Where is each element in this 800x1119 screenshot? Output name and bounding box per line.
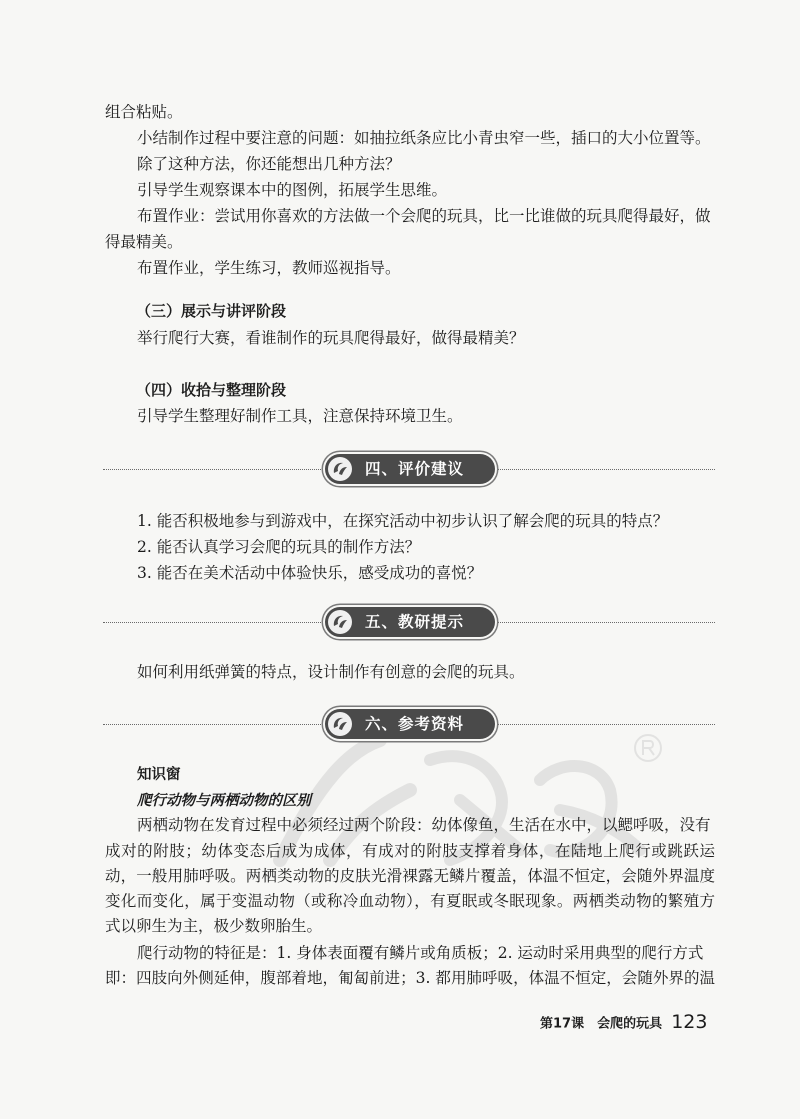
- section-icon: [328, 457, 352, 481]
- evaluation-item: 2. 能否认真学习会爬的玩具的制作方法？: [137, 538, 421, 556]
- evaluation-item: 3. 能否在美术活动中体验快乐，感受成功的喜悦？: [137, 564, 483, 582]
- evaluation-item: 1. 能否积极地参与到游戏中，在探究活动中初步认识了解会爬的玩具的特点？: [137, 512, 669, 530]
- section-icon: [328, 712, 352, 736]
- section-title: 四、评价建议: [365, 460, 465, 478]
- reference-paragraph-line: 式以卵生为主，极少数卵胎生。: [105, 917, 323, 935]
- reference-paragraph-line: 变化而变化，属于变温动物（或称冷血动物），有夏眠或冬眠现象。两栖类动物的繁殖方: [105, 892, 715, 910]
- paragraph: 引导学生观察课本中的图例，拓展学生思维。: [137, 181, 448, 199]
- reference-paragraph-line: 成对的附肢；幼体变态后成为成体，有成对的附肢支撑着身体，在陆地上爬行或跳跃运: [105, 842, 715, 860]
- paragraph: 布置作业，学生练习，教师巡视指导。: [137, 259, 401, 277]
- reference-paragraph-line: 即：四肢向外侧延伸，腹部着地，匍匐前进；3. 都用肺呼吸，体温不恒定，会随外界的温: [105, 969, 715, 987]
- reference-paragraph-line: 两栖动物在发育过程中必须经过两个阶段：幼体像鱼，生活在水中，以鳃呼吸，没有: [137, 816, 711, 834]
- section-banner-teaching-tips: [103, 607, 715, 637]
- section-title-pill: [325, 607, 495, 637]
- section-title: 五、教研提示: [365, 613, 465, 631]
- section-title-pill: [325, 709, 495, 739]
- stage4-heading: （四）收拾与整理阶段: [136, 381, 287, 399]
- section-title-pill: [325, 454, 495, 484]
- teaching-tip-text: 如何利用纸弹簧的特点，设计制作有创意的会爬的玩具。: [137, 663, 525, 681]
- reference-paragraph-line: 爬行动物的特征是：1. 身体表面覆有鳞片或角质板；2. 运动时采用典型的爬行方式: [137, 944, 704, 962]
- section-title: 六、参考资料: [365, 715, 465, 733]
- stage3-heading: （三）展示与讲评阶段: [136, 302, 287, 320]
- knowledge-window-label: 知识窗: [137, 767, 181, 783]
- reference-paragraph-line: 动，一般用肺呼吸。两栖类动物的皮肤光滑裸露无鳞片覆盖，体温不恒定，会随外界温度: [105, 867, 715, 885]
- paragraph: 布置作业：尝试用你喜欢的方法做一个会爬的玩具，比一比谁做的玩具爬得最好，做: [137, 207, 711, 225]
- paragraph: 除了这种方法，你还能想出几种方法？: [137, 155, 401, 173]
- reference-subtitle: 爬行动物与两栖动物的区别: [137, 793, 311, 809]
- page-number: 123: [671, 1011, 708, 1033]
- stage4-text: 引导学生整理好制作工具，注意保持环境卫生。: [137, 407, 463, 425]
- section-icon: [328, 610, 352, 634]
- section-banner-references: [103, 709, 715, 739]
- stage3-text: 举行爬行大赛，看谁制作的玩具爬得最好，做得最精美？: [137, 329, 525, 347]
- page-footer: [540, 1011, 707, 1033]
- paragraph: 小结制作过程中要注意的问题：如抽拉纸条应比小青虫窄一些，插口的大小位置等。: [137, 129, 711, 147]
- paragraph: 得最精美。: [105, 233, 183, 251]
- section-banner-evaluation: [103, 454, 715, 484]
- lesson-title: 第17课 会爬的玩具: [540, 1016, 663, 1032]
- paragraph: 组合粘贴。: [105, 103, 183, 121]
